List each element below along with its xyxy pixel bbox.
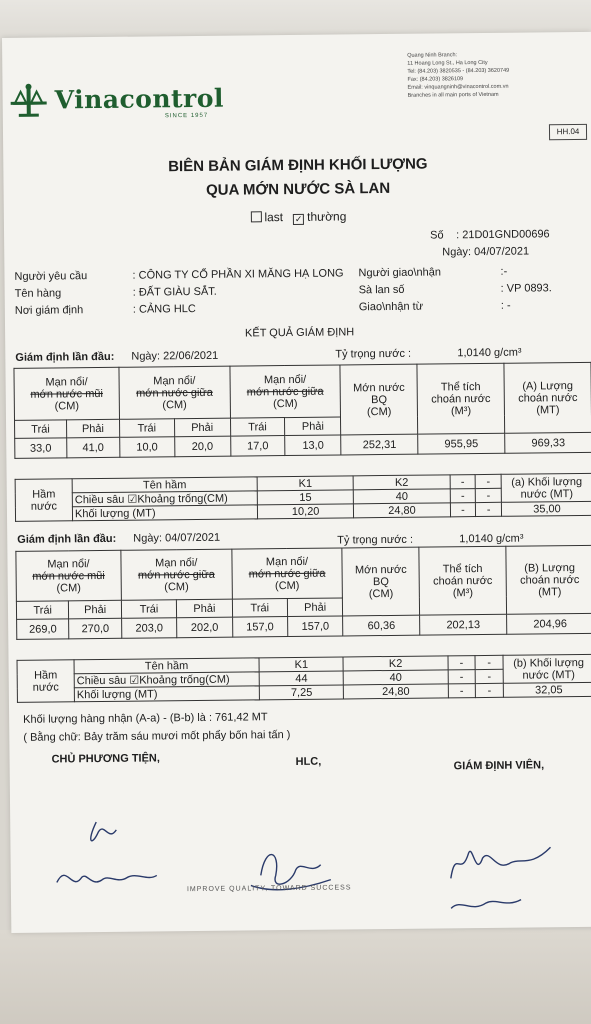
tank-mass-label: Khối lượng (MT) [72, 505, 257, 521]
side-label: Phải [174, 418, 230, 437]
option-last-label: last [264, 210, 284, 225]
signer-owner: CHỦ PHƯƠNG TIỆN, [51, 752, 160, 766]
tank-table-2 [17, 654, 591, 703]
value-cell: 202,13 [420, 614, 507, 635]
vinacontrol-logo-icon [8, 82, 48, 120]
tank-k1: K1 [259, 657, 344, 672]
goods-value: : ĐẤT GIÀU SẮT. [132, 285, 217, 299]
deliverer-value: :- [500, 265, 508, 278]
survey1-date: Ngày: 22/06/2021 [131, 349, 219, 363]
tank-depth-label: Chiều sâu ☑Khoảng trống(CM) [74, 672, 259, 688]
side-label: Phải [287, 598, 343, 617]
survey1-density-label: Tỷ trọng nước : [335, 347, 412, 361]
tank-table-1 [15, 473, 591, 522]
tank-result-value: 35,00 [501, 501, 591, 516]
value-cell: 13,0 [285, 435, 341, 456]
owner-signature [46, 811, 177, 902]
header-fwd: Mạn nổi/ mớn nước mũi (CM) [16, 550, 121, 601]
tank-depth-k1: 15 [257, 490, 353, 505]
branch-line: 11 Hoang Long St., Ha Long City [407, 59, 488, 67]
surveyor-signature [440, 827, 571, 918]
tank-name-header: Tên hầm [74, 658, 259, 674]
branch-info [407, 50, 587, 100]
total-in-words: ( Bằng chữ: Bảy trăm sáu mươi mốt phẩy bốn hai tấn ) [23, 729, 291, 744]
side-label: Trái [16, 601, 69, 620]
value-cell: 969,33 [505, 432, 591, 453]
tank-label: Hầm nước [17, 660, 74, 703]
side-label: Trái [15, 420, 67, 439]
header-mid: Mạn nổi/ mớn nước giữa (CM) [121, 549, 232, 600]
requester-value: : CÔNG TY CỔ PHẦN XI MĂNG HẠ LONG [132, 267, 344, 282]
value-cell: 204,96 [507, 613, 591, 634]
form-code: HH.04 [549, 124, 587, 140]
value-cell: 60,36 [343, 615, 420, 636]
option-regular-label: thường [307, 209, 347, 224]
value-cell: 17,0 [230, 436, 285, 457]
dash-cell: - [476, 488, 502, 502]
value-cell: 955,95 [418, 433, 505, 454]
survey2-density: 1,0140 g/cm³ [459, 532, 524, 546]
header-mean: Mớn nước BQ (CM) [340, 364, 417, 435]
tank-result-label: (a) Khối lượng nước (MT) [501, 473, 591, 502]
from-label: Giao\nhận từ [358, 300, 424, 314]
header-displacement: (A) Lượng choán nước (MT) [504, 362, 591, 433]
draft-table-2 [15, 545, 591, 640]
survey1-density: 1,0140 g/cm³ [457, 346, 522, 360]
tank-k1: K1 [257, 476, 353, 491]
header-mean: Mớn nước BQ (CM) [342, 547, 419, 616]
deliverer-label: Người giao\nhận [358, 266, 442, 280]
side-label: Phải [66, 419, 119, 438]
branch-line: Branches in all main ports of Vietnam [407, 91, 499, 99]
tank-k2: K2 [343, 656, 447, 671]
value-cell: 33,0 [15, 438, 67, 459]
tank-depth-k2: 40 [354, 489, 450, 504]
goods-label: Tên hàng [14, 287, 62, 300]
place-value: : CẢNG HLC [132, 302, 196, 316]
tank-depth-label: Chiều sâu ☑Khoảng trống(CM) [72, 491, 257, 507]
doc-date: Ngày: 04/07/2021 [442, 245, 530, 259]
from-value: : - [500, 299, 511, 312]
value-cell: 252,31 [341, 434, 418, 455]
dash-cell: - [450, 489, 476, 503]
tank-result-value: 32,05 [503, 682, 591, 697]
tank-k2: K2 [353, 475, 449, 490]
survey2-density-label: Tỷ trọng nước : [337, 533, 414, 547]
signer-surveyor: GIÁM ĐỊNH VIÊN, [453, 759, 545, 773]
side-label: Trái [232, 599, 288, 618]
tank-name-header: Tên hầm [72, 477, 257, 493]
value-cell: 20,0 [174, 436, 230, 457]
value-cell: 269,0 [17, 619, 70, 640]
brand-since: SINCE 1957 [164, 112, 209, 120]
signer-hlc: HLC, [295, 755, 322, 768]
side-label: Phải [177, 599, 233, 618]
value-cell: 157,0 [288, 616, 344, 637]
dash-cell: - [476, 502, 502, 516]
value-cell: 41,0 [67, 437, 120, 458]
header-mid: Mạn nổi/ mớn nước giữa (CM) [119, 366, 230, 419]
side-label: Trái [230, 418, 285, 437]
barge-value: : VP 0893. [500, 282, 552, 295]
side-label: Phải [285, 417, 341, 436]
tank-mass-k2: 24,80 [354, 503, 450, 518]
dash-cell: - [476, 683, 504, 697]
side-label: Trái [119, 419, 174, 438]
header-fwd: Mạn nổi/ mớn nước mũi (CM) [14, 367, 119, 420]
tank-depth-k2: 40 [344, 670, 448, 685]
total-received: Khối lượng hàng nhận (A-a) - (B-b) là : 761,42 MT [23, 711, 268, 726]
branch-line: Fax: (84.203) 3826109 [407, 76, 464, 83]
brand-name: Vinacontrol [54, 83, 225, 115]
dash-cell: - [450, 503, 476, 517]
header-aft: Mạn nổi/ mớn nước giữa (CM) [231, 548, 342, 599]
slogan: IMPROVE QUALITY, TOWARD SUCCESS [186, 884, 352, 894]
value-cell: 10,0 [120, 437, 175, 458]
tank-depth-k1: 44 [259, 671, 344, 686]
dash-cell: - [450, 475, 476, 489]
document-title: BIÊN BẢN GIÁM ĐỊNH KHỐI LƯỢNG [168, 155, 428, 176]
tank-mass-k2: 24,80 [344, 684, 448, 699]
branch-line: Quang Ninh Branch: [407, 52, 458, 59]
background-bottom [0, 930, 591, 1024]
document-subtitle: QUA MỚN NƯỚC SÀ LAN [205, 179, 391, 199]
checkbox-regular-checked-icon: ✓ [294, 213, 303, 224]
hlc-signature [240, 834, 351, 905]
barge-label: Sà lan số [358, 283, 405, 297]
doc-number-label: Số [430, 229, 444, 242]
survey2-label: Giám định lần đầu: [17, 532, 117, 546]
tank-label: Hầm nước [15, 479, 72, 522]
header-volume: Thể tích choán nước (M³) [417, 363, 505, 434]
document-sheet [2, 32, 591, 933]
value-cell: 203,0 [121, 618, 177, 639]
dash-cell: - [448, 670, 476, 684]
branch-line: Tel: (84.203) 3820535 - (84.203) 3620749 [407, 67, 510, 75]
tank-result-label: (b) Khối lượng nước (MT) [503, 654, 591, 683]
tank-mass-label: Khối lượng (MT) [74, 686, 259, 702]
tank-mass-k1: 10,20 [257, 504, 353, 519]
header-displacement: (B) Lượng choán nước (MT) [506, 545, 591, 614]
header-aft: Mạn nổi/ mớn nước giữa (CM) [230, 365, 341, 418]
trip-options [4, 207, 591, 228]
dash-cell: - [475, 655, 503, 669]
checkbox-last [250, 211, 261, 222]
survey2-date: Ngày: 04/07/2021 [133, 531, 221, 545]
survey1-label: Giám định lần đầu: [15, 350, 115, 364]
value-cell: 270,0 [69, 618, 122, 639]
dash-cell: - [448, 656, 476, 670]
header-volume: Thể tích choán nước (M³) [419, 546, 507, 615]
tank-mass-k1: 7,25 [259, 685, 344, 700]
branch-line: Email: vinquangninh@vinacontrol.com.vn [407, 83, 509, 91]
draft-table-1 [13, 362, 591, 459]
place-label: Nơi giám định [14, 304, 84, 317]
dash-cell: - [475, 474, 501, 488]
side-label: Phải [69, 600, 122, 619]
value-cell: 157,0 [232, 617, 288, 638]
dash-cell: - [448, 684, 476, 698]
side-label: Trái [121, 600, 177, 619]
result-title: KẾT QUẢ GIÁM ĐỊNH [244, 326, 355, 340]
dash-cell: - [475, 669, 503, 683]
value-cell: 202,0 [177, 617, 233, 638]
doc-number: : 21D01GND00696 [456, 228, 550, 242]
requester-label: Người yêu cầu [14, 270, 88, 283]
